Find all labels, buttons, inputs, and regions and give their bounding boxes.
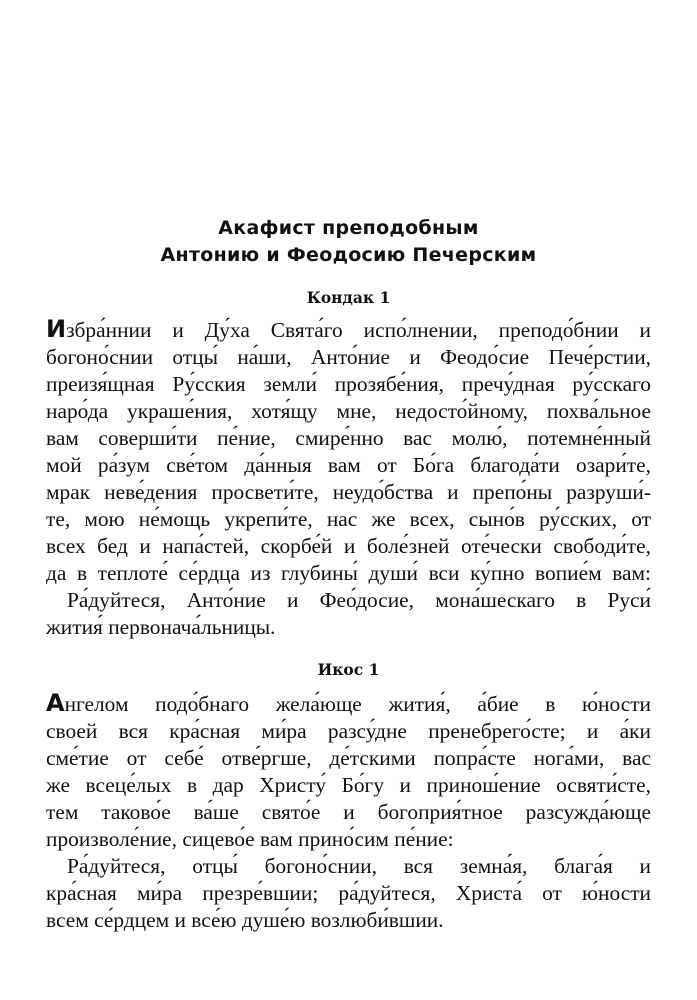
document-page <box>46 215 651 934</box>
kondak-line: мой ра́зум све́том да́нныя вам от Бо́га благода́ти озари́те, <box>46 453 651 477</box>
kondak-text <box>46 316 651 641</box>
ikos-refrain-line: всем се́рдцем и все́ю душе́ю возлюби́вшии. <box>46 908 444 932</box>
kondak-line: те, мою не́мощь укрепи́те, нас же всех, сыно́в ру́сских, от <box>46 507 651 531</box>
kondak-line: мрак неве́дения просвети́те, неудо́бства и препо́ны разруши́- <box>46 480 651 504</box>
kondak-line: вам соверши́ти пе́ние, смире́нно вас молю́, потемне́нный <box>46 426 651 450</box>
ikos-line: тем таково́е ва́ше свято́е и богоприя́тное разсужда́юще <box>46 800 651 824</box>
kondak-heading: Кондак 1 <box>306 288 391 307</box>
title-line-1: Акафист преподобным <box>218 217 479 239</box>
ikos-refrain-line: Ра́дуйтеся, отцы́ богоно́снии, вся земна́я, блага́я и <box>67 854 651 878</box>
kondak-line: да в теплоте́ се́рдца из глубины́ души́ вси ку́пно вопие́м вам: <box>46 561 651 585</box>
ikos-line <box>46 690 651 718</box>
kondak-refrain-line: Ра́дуйтеся, Анто́ние и Фео́досие, мона́шескаго в Руси́ <box>67 588 651 612</box>
kondak-line-text: збра́ннии и Ду́ха Свята́го испо́лнении, преподо́бнии и <box>66 318 651 342</box>
ikos-line: сме́тие от себе́ отве́ргше, де́тскими попра́сте нога́ми, вас <box>46 746 651 770</box>
kondak-line: всех бед и напа́стей, скорбе́й и боле́зней оте́чески свободи́те, <box>46 534 651 558</box>
ikos-dropcap: А <box>46 689 65 717</box>
ikos-refrain-line: кра́сная ми́ра презре́вшии; ра́дуйтеся, Христа́ от ю́ности <box>46 881 651 905</box>
kondak-line: наро́да украше́ния, хотя́щу мне, недосто́йному, похва́льное <box>46 399 651 423</box>
ikos-line: произволе́ние, сицево́е вам прино́сим пе́ние: <box>46 827 454 851</box>
document-title <box>46 215 651 269</box>
kondak-line: богоно́снии отцы́ на́ши, Анто́ние и Феодо́сие Пече́рстии, <box>46 345 651 369</box>
ikos-text <box>46 690 651 934</box>
kondak-dropcap: И <box>46 315 67 343</box>
ikos-heading: Икос 1 <box>317 660 380 679</box>
kondak-refrain-line: жития́ первонача́льницы. <box>46 615 276 639</box>
ikos-line-text: нгелом подо́бнаго жела́юще жития́, а́бие в ю́ности <box>64 692 651 716</box>
ikos-line: же всеце́лых в дар Христу́ Бо́гу и принош́ение освяти́сте, <box>46 773 651 797</box>
kondak-line <box>46 316 651 344</box>
ikos-line: своей вся кра́сная ми́ра разсу́дне пренебрего́сте; и а́ки <box>46 719 651 743</box>
title-line-2: Антонию и Феодосию Печерским <box>160 244 537 266</box>
kondak-line: преизя́щная Ру́сския земли́ прозябе́ния, пречу́дная ру́сскаго <box>46 372 651 396</box>
